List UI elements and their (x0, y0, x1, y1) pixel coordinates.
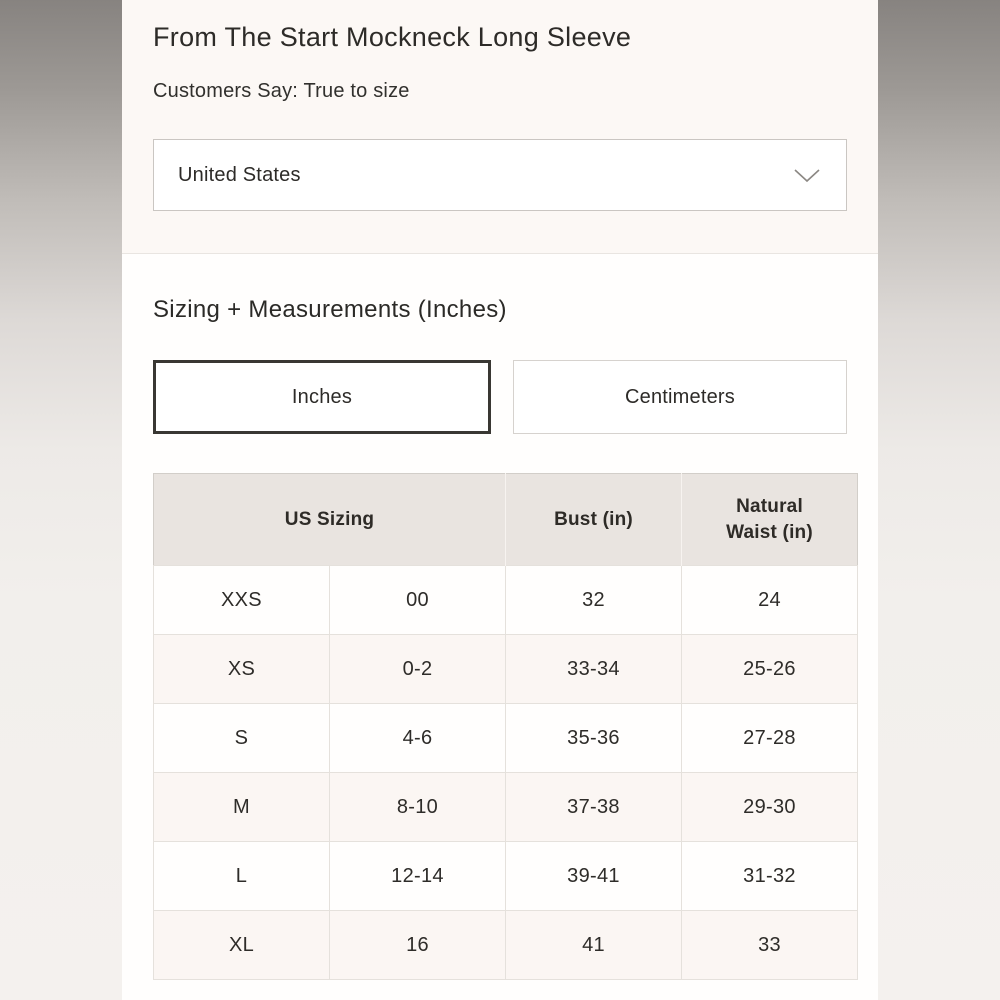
cell-natural-waist-in: 31-32 (682, 842, 858, 911)
cell-us-sizing: 4-6 (330, 704, 506, 773)
cell-us-sizing: 0-2 (330, 635, 506, 704)
unit-toggle-inches-button[interactable]: Inches (153, 360, 491, 434)
cell-size: M (154, 773, 330, 842)
cell-natural-waist-in: 33 (682, 911, 858, 980)
cell-us-sizing: 12-14 (330, 842, 506, 911)
cell-bust-in: 33-34 (506, 635, 682, 704)
table-row (154, 842, 858, 911)
cell-us-sizing: 16 (330, 911, 506, 980)
table-row (154, 911, 858, 980)
size-chart-body (154, 566, 858, 980)
region-select-value: United States (178, 163, 301, 186)
table-row (154, 635, 858, 704)
unit-toggle-centimeters-button[interactable]: Centimeters (513, 360, 847, 434)
cell-bust-in: 35-36 (506, 704, 682, 773)
cell-bust-in: 32 (506, 566, 682, 635)
cell-size: S (154, 704, 330, 773)
cell-size: L (154, 842, 330, 911)
column-header-bust: Bust (in) (506, 474, 682, 566)
cell-bust-in: 41 (506, 911, 682, 980)
cell-natural-waist-in: 24 (682, 566, 858, 635)
cell-size: XS (154, 635, 330, 704)
table-row (154, 704, 858, 773)
cell-us-sizing: 00 (330, 566, 506, 635)
region-select[interactable] (153, 139, 847, 211)
cell-bust-in: 37-38 (506, 773, 682, 842)
content-panel (122, 0, 878, 1000)
cell-natural-waist-in: 27-28 (682, 704, 858, 773)
cell-us-sizing: 8-10 (330, 773, 506, 842)
chevron-down-icon (792, 166, 822, 184)
unit-toggle (153, 360, 847, 434)
table-row (154, 566, 858, 635)
cell-natural-waist-in: 29-30 (682, 773, 858, 842)
column-header-natural-waist: Natural Waist (in) (682, 474, 858, 566)
fit-note: Customers Say: True to size (153, 80, 410, 102)
product-section (122, 0, 878, 254)
size-chart-table (153, 473, 858, 980)
cell-size: XXS (154, 566, 330, 635)
cell-size: XL (154, 911, 330, 980)
column-header-us-sizing: US Sizing (154, 474, 506, 566)
cell-bust-in: 39-41 (506, 842, 682, 911)
product-title: From The Start Mockneck Long Sleeve (153, 22, 632, 52)
sizing-heading: Sizing + Measurements (Inches) (153, 296, 507, 323)
sizing-section (122, 254, 878, 980)
cell-natural-waist-in: 25-26 (682, 635, 858, 704)
table-row (154, 773, 858, 842)
size-chart-header (154, 474, 858, 566)
